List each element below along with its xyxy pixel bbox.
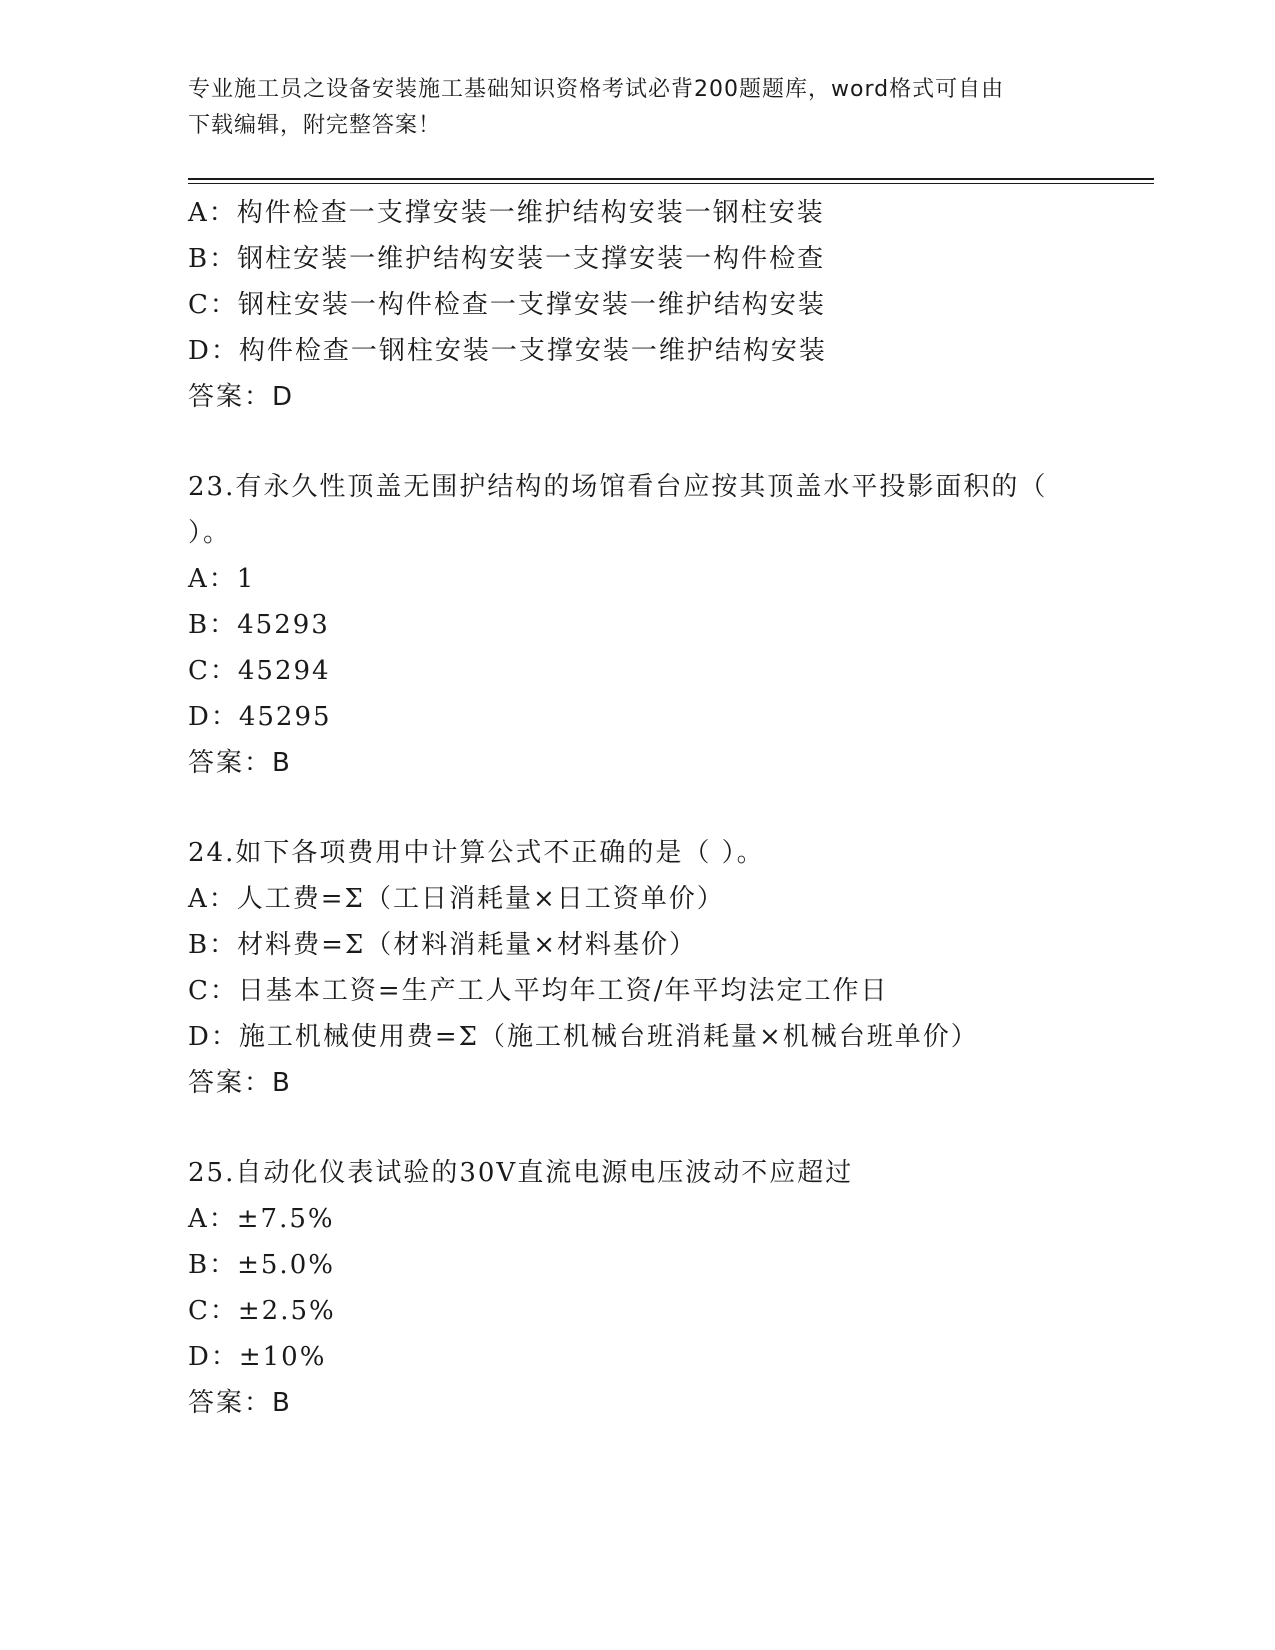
option-d: D：构件检查一钢柱安装一支撑安装一维护结构安装: [188, 336, 827, 366]
option-b: B：钢柱安装一维护结构安装一支撑安装一构件检查: [188, 244, 826, 274]
header-divider-thin: [188, 183, 1154, 184]
header-line-1: 专业施工员之设备安装施工基础知识资格考试必背200题题库，word格式可自由: [188, 77, 1005, 102]
question-23: [188, 464, 1088, 786]
question-22: [188, 190, 1088, 420]
option-a: A：1: [188, 564, 256, 594]
answer: 答案：D: [188, 382, 295, 412]
option-b: B：±5.0%: [188, 1250, 335, 1280]
option-a: A：人工费=Σ（工日消耗量×日工资单价）: [188, 884, 725, 914]
answer: 答案：B: [188, 1388, 292, 1418]
question-25: [188, 1150, 1088, 1426]
option-c: C：日基本工资=生产工人平均年工资/年平均法定工作日: [188, 976, 889, 1006]
question-stem: 24.如下各项费用中计算公式不正确的是（ ）。: [188, 838, 765, 868]
option-a: A：±7.5%: [188, 1204, 335, 1234]
question-stem-line-2: ）。: [188, 518, 232, 548]
option-d: D：45295: [188, 702, 332, 732]
option-a: A：构件检查一支撑安装一维护结构安装一钢柱安装: [188, 198, 825, 228]
question-stem-line-1: 23.有永久性顶盖无围护结构的场馆看台应按其顶盖水平投影面积的（: [188, 472, 1048, 502]
answer: 答案：B: [188, 748, 292, 778]
question-24: [188, 830, 1088, 1106]
header-divider-thick: [188, 178, 1154, 180]
option-d: D：施工机械使用费=Σ（施工机械台班消耗量×机械台班单价）: [188, 1022, 979, 1052]
header-line-2: 下载编辑，附完整答案！: [188, 113, 442, 138]
question-list: [188, 190, 1088, 1426]
option-c: C：钢柱安装一构件检查一支撑安装一维护结构安装: [188, 290, 826, 320]
option-b: B：45293: [188, 610, 330, 640]
question-stem: 25.自动化仪表试验的30V直流电源电压波动不应超过: [188, 1158, 854, 1188]
option-d: D：±10%: [188, 1342, 327, 1372]
option-c: C：±2.5%: [188, 1296, 336, 1326]
option-c: C：45294: [188, 656, 331, 686]
document-header: [188, 72, 1068, 144]
answer: 答案：B: [188, 1068, 292, 1098]
option-b: B：材料费=Σ（材料消耗量×材料基价）: [188, 930, 698, 960]
